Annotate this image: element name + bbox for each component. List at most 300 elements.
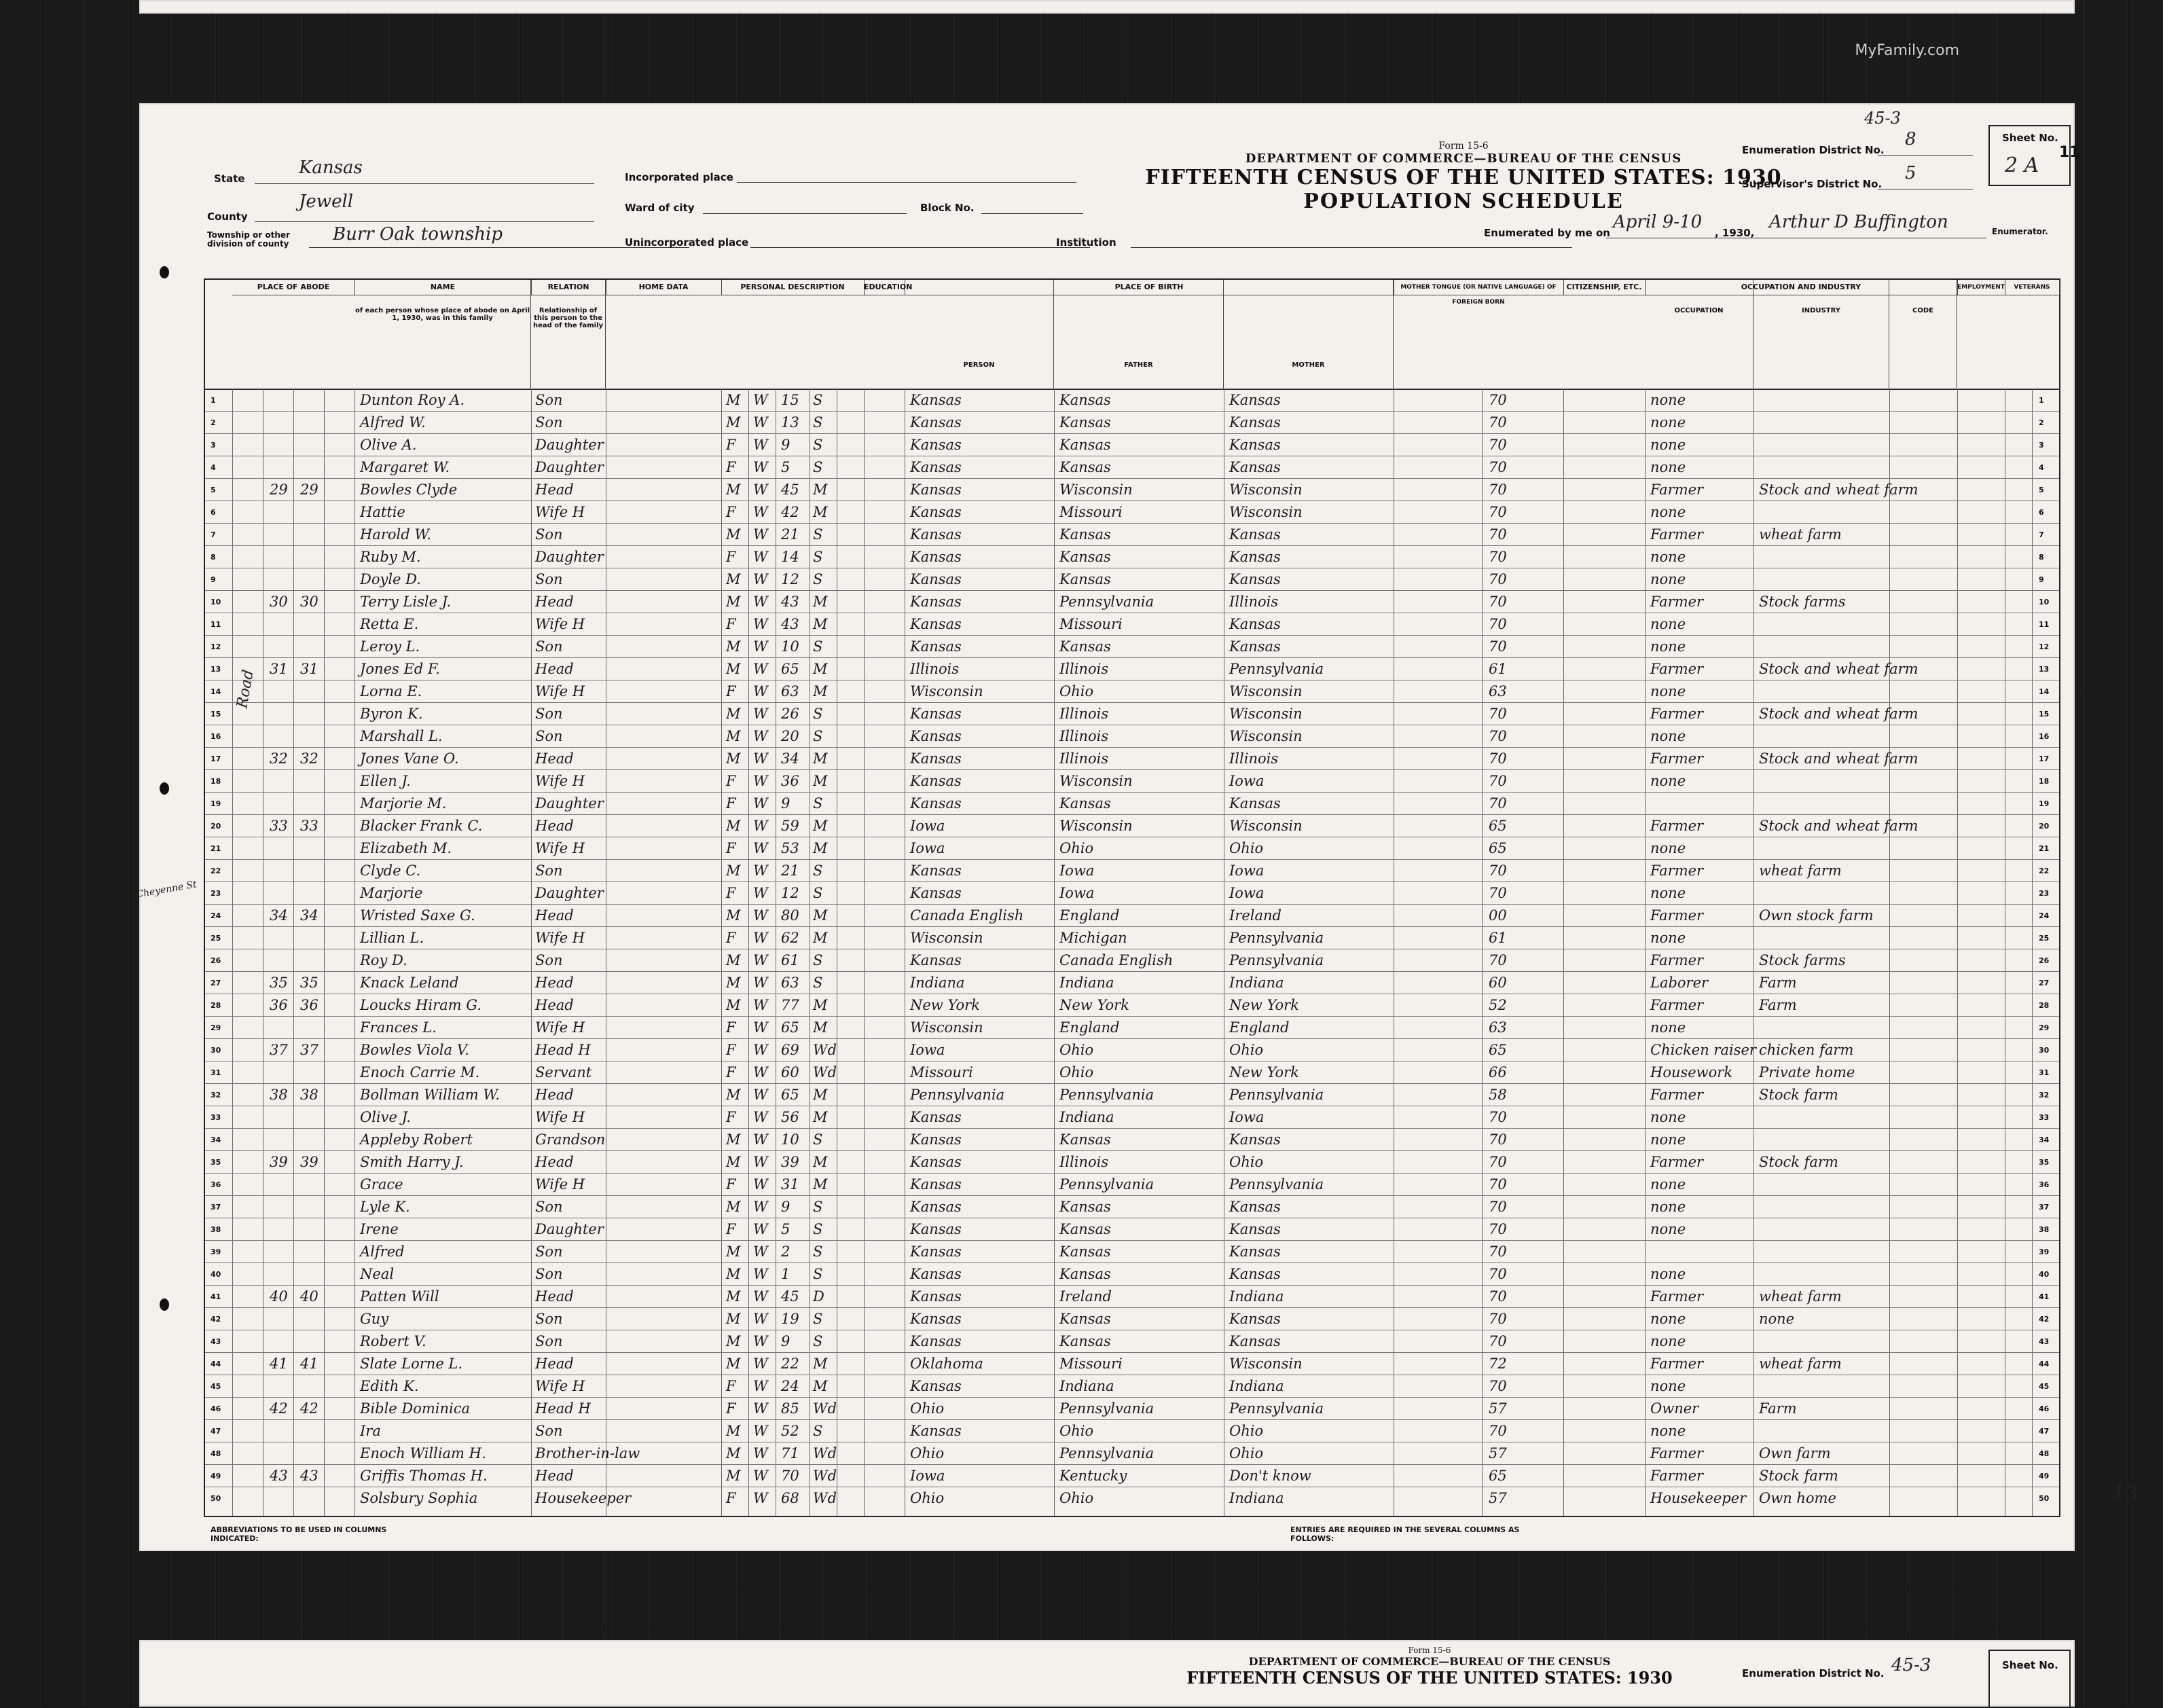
cell-industry: Own farm — [1759, 1445, 1831, 1461]
cell-sex: M — [726, 1154, 741, 1170]
cell-family — [300, 412, 324, 434]
cell-family: 43 — [300, 1468, 319, 1484]
cell-sex: F — [726, 549, 736, 565]
cell-code: 70 — [1489, 1266, 1507, 1282]
cell-family — [300, 1241, 324, 1263]
supervisor-district-label: Supervisor's District No. — [1742, 178, 1883, 190]
cell-line-right: 34 — [2039, 1135, 2050, 1144]
cell-father: Illinois — [1059, 661, 1109, 677]
cell-marital: M — [813, 1378, 828, 1394]
table-row — [205, 1195, 2059, 1218]
cell-line-right: 1 — [2039, 396, 2044, 405]
cell-race: W — [753, 437, 768, 453]
cell-occupation: none — [1650, 1378, 1686, 1394]
cell-occupation: Farmer — [1650, 997, 1704, 1013]
cell-line: 42 — [211, 1315, 221, 1324]
cell-name: Bowles Viola V. — [360, 1042, 469, 1058]
cell-dwelling: 35 — [270, 975, 288, 991]
table-row — [205, 613, 2059, 636]
cell-family — [300, 949, 324, 972]
cell-father: England — [1059, 1019, 1120, 1036]
cell-age: 63 — [781, 975, 799, 991]
cell-birth: Kansas — [910, 1378, 962, 1394]
cell-industry — [1759, 546, 1888, 568]
cell-marital: S — [813, 1131, 823, 1148]
cell-dwelling — [270, 725, 293, 748]
cell-birth: Kansas — [910, 1266, 962, 1282]
cell-industry — [1759, 927, 1888, 949]
cell-race: W — [753, 1087, 768, 1103]
cell-age: 15 — [781, 392, 799, 408]
cell-line: 31 — [211, 1068, 221, 1077]
cell-marital: M — [813, 481, 828, 498]
cell-name: Lorna E. — [360, 683, 422, 699]
cell-race: W — [753, 1221, 768, 1237]
cell-race: W — [753, 571, 768, 587]
cell-name: Marjorie — [360, 885, 423, 901]
cell-industry: Stock farm — [1759, 1154, 1838, 1170]
cell-mother: Iowa — [1229, 885, 1265, 901]
cell-relation: Daughter — [535, 1221, 604, 1237]
cell-line-right: 18 — [2039, 777, 2050, 786]
next-department: DEPARTMENT OF COMMERCE—BUREAU OF THE CENSUS — [1248, 1655, 1611, 1668]
cell-family: 37 — [300, 1042, 319, 1058]
table-row — [205, 1262, 2059, 1286]
cell-race: W — [753, 414, 768, 431]
cell-relation: Son — [535, 1266, 563, 1282]
table-row — [205, 1240, 2059, 1263]
cell-age: 9 — [781, 437, 790, 453]
cell-code: 70 — [1489, 1423, 1507, 1439]
cell-father: Pennsylvania — [1059, 1400, 1155, 1417]
cell-dwelling — [270, 1174, 293, 1196]
cell-occupation: Farmer — [1650, 952, 1704, 968]
cell-line: 8 — [211, 553, 216, 562]
group-personal-description: PERSONAL DESCRIPTION — [721, 280, 865, 295]
cell-line: 1 — [211, 396, 216, 405]
cell-race: W — [753, 594, 768, 610]
occupation-header: OCCUPATION — [1645, 280, 1753, 388]
cell-code: 65 — [1489, 840, 1507, 856]
form-heading — [1090, 141, 1837, 213]
industry-header: INDUSTRY — [1753, 280, 1889, 388]
table-row — [205, 501, 2059, 524]
cell-dwelling — [270, 1420, 293, 1442]
cell-line: 5 — [211, 486, 216, 494]
cell-age: 63 — [781, 683, 799, 699]
cell-father: Kansas — [1059, 526, 1111, 543]
census-title: FIFTEENTH CENSUS OF THE UNITED STATES: 1930 — [1145, 166, 1782, 189]
group-home-data: HOME DATA — [606, 280, 722, 295]
cell-family — [300, 1308, 324, 1330]
table-row — [205, 1375, 2059, 1398]
cell-marital: M — [813, 773, 828, 789]
cell-dwelling — [270, 613, 293, 636]
cell-line: 27 — [211, 979, 221, 987]
cell-family — [300, 1442, 324, 1465]
cell-name: Wristed Saxe G. — [360, 907, 475, 924]
cell-code: 65 — [1489, 1468, 1507, 1484]
cell-age: 61 — [781, 952, 799, 968]
cell-line-right: 40 — [2039, 1270, 2050, 1279]
instructions-footer — [204, 1521, 2058, 1548]
cell-mother: Kansas — [1229, 549, 1281, 565]
cell-name: Hattie — [360, 504, 405, 520]
sheet-label: Sheet No. — [2002, 132, 2058, 144]
cell-name: Leroy L. — [360, 638, 420, 655]
cell-occupation: none — [1650, 504, 1686, 520]
cell-age: 21 — [781, 862, 799, 879]
cell-line: 25 — [211, 934, 221, 943]
cell-mother: Ohio — [1229, 1154, 1264, 1170]
cell-line: 28 — [211, 1001, 221, 1010]
cell-sex: M — [726, 1199, 741, 1215]
cell-sex: M — [726, 862, 741, 879]
cell-sex: M — [726, 728, 741, 744]
cell-sex: F — [726, 1109, 736, 1125]
cell-industry — [1759, 412, 1888, 434]
cell-mother: Ireland — [1229, 907, 1282, 924]
cell-code: 70 — [1489, 1333, 1507, 1349]
cell-occupation: Farmer — [1650, 907, 1704, 924]
cell-name: Lillian L. — [360, 930, 424, 946]
cell-line: 34 — [211, 1135, 221, 1144]
cell-father: Kansas — [1059, 571, 1111, 587]
cell-dwelling — [270, 1442, 293, 1465]
cell-race: W — [753, 459, 768, 475]
cell-code: 70 — [1489, 1154, 1507, 1170]
cell-line-right: 39 — [2039, 1248, 2050, 1256]
cell-age: 9 — [781, 1333, 790, 1349]
cell-line: 39 — [211, 1248, 221, 1256]
cell-family: 42 — [300, 1400, 319, 1417]
cell-relation: Head — [535, 1356, 574, 1372]
cell-race: W — [753, 1109, 768, 1125]
cell-name: Jones Vane O. — [360, 750, 459, 767]
table-row — [205, 1128, 2059, 1151]
cell-line-right: 48 — [2039, 1449, 2050, 1458]
cell-code: 52 — [1489, 997, 1507, 1013]
cell-father: Missouri — [1059, 504, 1123, 520]
cell-relation: Head — [535, 481, 574, 498]
cell-birth: Kansas — [910, 1288, 962, 1305]
table-row — [205, 702, 2059, 725]
cell-mother: Wisconsin — [1229, 818, 1303, 834]
table-row — [205, 904, 2059, 927]
table-row — [205, 725, 2059, 748]
state-value: Kansas — [299, 158, 363, 178]
cell-sex: M — [726, 907, 741, 924]
cell-dwelling — [270, 568, 293, 591]
cell-line-right: 11 — [2039, 620, 2050, 629]
cell-dwelling: 36 — [270, 997, 288, 1013]
cell-dwelling: 40 — [270, 1288, 288, 1305]
cell-industry: Farm — [1759, 1400, 1797, 1417]
cell-marital: Wd — [813, 1400, 837, 1417]
cell-family — [300, 568, 324, 591]
cell-sex: M — [726, 1445, 741, 1461]
cell-dwelling — [270, 1106, 293, 1129]
cell-race: W — [753, 907, 768, 924]
cell-occupation: none — [1650, 728, 1686, 744]
cell-father: Iowa — [1059, 885, 1095, 901]
cell-line: 29 — [211, 1023, 221, 1032]
cell-race: W — [753, 1378, 768, 1394]
cell-industry — [1759, 1241, 1888, 1263]
cell-marital: D — [813, 1288, 824, 1305]
cell-industry: Stock farms — [1759, 594, 1846, 610]
cell-marital: S — [813, 1221, 823, 1237]
cell-father: Illinois — [1059, 750, 1109, 767]
county-underline — [255, 221, 594, 222]
cell-line: 7 — [211, 530, 216, 539]
cell-code: 70 — [1489, 1221, 1507, 1237]
cell-mother: New York — [1229, 1064, 1299, 1080]
ward-underline — [703, 213, 907, 214]
census-sheet — [135, 103, 2139, 1551]
cell-marital: Wd — [813, 1445, 837, 1461]
cell-mother: Kansas — [1229, 571, 1281, 587]
cell-name: Marjorie M. — [360, 795, 447, 812]
cell-line: 20 — [211, 822, 221, 831]
table-row — [205, 971, 2059, 994]
table-row — [205, 882, 2059, 905]
cell-family — [300, 725, 324, 748]
cell-relation: Son — [535, 1199, 563, 1215]
cell-mother: Pennsylvania — [1229, 1176, 1324, 1193]
cell-industry: Stock and wheat farm — [1759, 661, 1919, 677]
birth-father-header: FATHER — [1054, 280, 1224, 388]
cell-mother: Indiana — [1229, 975, 1284, 991]
cell-relation: Wife H — [535, 616, 585, 632]
cell-relation: Wife H — [535, 1176, 585, 1193]
cell-relation: Wife H — [535, 683, 585, 699]
cell-line: 13 — [211, 665, 221, 674]
cell-line-right: 23 — [2039, 889, 2050, 898]
cell-line: 38 — [211, 1225, 221, 1234]
cell-industry — [1759, 1106, 1888, 1129]
cell-code: 70 — [1489, 571, 1507, 587]
cell-relation: Head H — [535, 1400, 591, 1417]
group-education: EDUCATION — [864, 280, 905, 295]
cell-birth: Kansas — [910, 1131, 962, 1148]
cell-occupation: Owner — [1650, 1400, 1699, 1417]
cell-occupation: none — [1650, 885, 1686, 901]
cell-marital: M — [813, 616, 828, 632]
cell-sex: F — [726, 683, 736, 699]
next-ed-value: 45-3 — [1891, 1655, 1931, 1675]
cell-code: 70 — [1489, 504, 1507, 520]
cell-father: Illinois — [1059, 728, 1109, 744]
cell-code: 70 — [1489, 728, 1507, 744]
ward-label: Ward of city — [625, 202, 695, 214]
cell-age: 69 — [781, 1042, 799, 1058]
cell-father: Illinois — [1059, 1154, 1109, 1170]
cell-industry: Stock and wheat farm — [1759, 818, 1919, 834]
cell-occupation: Chicken raiser — [1650, 1042, 1756, 1058]
cell-name: Blacker Frank C. — [360, 818, 483, 834]
cell-marital: M — [813, 1356, 828, 1372]
cell-marital: S — [813, 862, 823, 879]
cell-relation: Brother-in-law — [535, 1445, 640, 1461]
cell-family — [300, 1017, 324, 1039]
cell-father: Kansas — [1059, 1311, 1111, 1327]
cell-relation: Son — [535, 706, 563, 722]
enumeration-district-label: Enumeration District No. — [1742, 144, 1885, 156]
cell-sex: M — [726, 526, 741, 543]
cell-line: 6 — [211, 508, 216, 517]
table-row — [205, 994, 2059, 1017]
cell-sex: F — [726, 616, 736, 632]
cell-race: W — [753, 930, 768, 946]
cell-race: W — [753, 706, 768, 722]
cell-race: W — [753, 1468, 768, 1484]
cell-occupation — [1650, 1241, 1752, 1263]
cell-line-right: 17 — [2039, 755, 2050, 763]
next-sheet-heading — [1124, 1646, 1735, 1688]
cell-marital: M — [813, 1154, 828, 1170]
cell-line: 50 — [211, 1494, 221, 1503]
county-label: County — [207, 211, 248, 223]
cell-age: 36 — [781, 773, 799, 789]
cell-relation: Son — [535, 526, 563, 543]
cell-father: Kansas — [1059, 459, 1111, 475]
cell-mother: Ohio — [1229, 1423, 1264, 1439]
cell-father: Kansas — [1059, 549, 1111, 565]
cell-birth: Kansas — [910, 1243, 962, 1260]
cell-family — [300, 546, 324, 568]
cell-occupation — [1650, 793, 1752, 815]
cell-code: 70 — [1489, 549, 1507, 565]
cell-name: Neal — [360, 1266, 395, 1282]
cell-dwelling — [270, 1375, 293, 1398]
cell-code: 70 — [1489, 1176, 1507, 1193]
cell-line: 26 — [211, 956, 221, 965]
next-sheet-box — [1988, 1650, 2071, 1708]
cell-birth: Kansas — [910, 728, 962, 744]
cell-line: 2 — [211, 418, 216, 427]
table-row — [205, 747, 2059, 770]
cell-sex: M — [726, 1266, 741, 1282]
cell-code: 70 — [1489, 1243, 1507, 1260]
table-row — [205, 837, 2059, 860]
cell-race: W — [753, 1064, 768, 1080]
birth-person-header: PERSON — [905, 280, 1054, 388]
cell-age: 77 — [781, 997, 799, 1013]
cell-code: 70 — [1489, 526, 1507, 543]
cell-race: W — [753, 1356, 768, 1372]
cell-occupation: none — [1650, 437, 1686, 453]
cell-name: Ruby M. — [360, 549, 421, 565]
cell-mother: Indiana — [1229, 1378, 1284, 1394]
table-row — [205, 1150, 2059, 1174]
table-row — [205, 792, 2059, 815]
cell-code: 65 — [1489, 1042, 1507, 1058]
cell-marital: S — [813, 1311, 823, 1327]
cell-father: Michigan — [1059, 930, 1127, 946]
cell-relation: Wife H — [535, 1019, 585, 1036]
cell-dwelling — [270, 546, 293, 568]
table-row — [205, 680, 2059, 703]
cell-line-right: 31 — [2039, 1068, 2050, 1077]
incorporated-label: Incorporated place — [625, 171, 733, 183]
cell-occupation: none — [1650, 930, 1686, 946]
cell-age: 42 — [781, 504, 799, 520]
cell-relation: Head — [535, 1468, 574, 1484]
cell-race: W — [753, 750, 768, 767]
cell-line: 44 — [211, 1360, 221, 1368]
table-row — [205, 1285, 2059, 1308]
cell-industry — [1759, 636, 1888, 658]
cell-birth: Illinois — [910, 661, 960, 677]
cell-family — [300, 793, 324, 815]
cell-line: 16 — [211, 732, 221, 741]
margin-road-note: Road — [234, 668, 257, 710]
cell-family — [300, 927, 324, 949]
cell-marital: S — [813, 952, 823, 968]
cell-marital: M — [813, 594, 828, 610]
punch-hole — [160, 782, 169, 795]
supervisor-district-value: 5 — [1905, 163, 1916, 183]
cell-family: 29 — [300, 481, 319, 498]
cell-relation: Son — [535, 638, 563, 655]
cell-line-right: 45 — [2039, 1382, 2050, 1391]
cell-birth: Kansas — [910, 885, 962, 901]
group-relation: RELATION — [531, 280, 606, 295]
cell-birth: Kansas — [910, 952, 962, 968]
cell-marital: S — [813, 728, 823, 744]
cell-marital: S — [813, 885, 823, 901]
cell-family — [300, 703, 324, 725]
cell-father: Kansas — [1059, 795, 1111, 812]
cell-birth: Kansas — [910, 571, 962, 587]
cell-birth: Kansas — [910, 1154, 962, 1170]
cell-birth: Kansas — [910, 862, 962, 879]
cell-occupation: none — [1650, 1131, 1686, 1148]
cell-dwelling — [270, 793, 293, 815]
cell-relation: Head — [535, 818, 574, 834]
cell-family — [300, 524, 324, 546]
cell-line: 11 — [211, 620, 221, 629]
cell-birth: Iowa — [910, 1468, 945, 1484]
cell-race: W — [753, 975, 768, 991]
cell-line-right: 46 — [2039, 1404, 2050, 1413]
cell-family: 39 — [300, 1154, 319, 1170]
cell-industry: wheat farm — [1759, 1288, 1842, 1305]
table-row — [205, 1106, 2059, 1129]
cell-relation: Son — [535, 1243, 563, 1260]
cell-industry — [1759, 389, 1888, 412]
cell-sex: F — [726, 459, 736, 475]
cell-relation: Daughter — [535, 549, 604, 565]
table-row — [205, 1397, 2059, 1420]
cell-relation: Daughter — [535, 885, 604, 901]
cell-birth: Ohio — [910, 1400, 945, 1417]
sheet-number-box — [1988, 125, 2071, 186]
cell-relation: Head — [535, 975, 574, 991]
cell-race: W — [753, 1019, 768, 1036]
cell-code: 63 — [1489, 683, 1507, 699]
cell-marital: Wd — [813, 1042, 837, 1058]
cell-dwelling: 34 — [270, 907, 288, 924]
cell-name: Elizabeth M. — [360, 840, 452, 856]
cell-mother: Iowa — [1229, 773, 1265, 789]
cell-race: W — [753, 1199, 768, 1215]
cell-mother: England — [1229, 1019, 1290, 1036]
cell-line: 19 — [211, 799, 221, 808]
cell-code: 70 — [1489, 594, 1507, 610]
cell-race: W — [753, 1154, 768, 1170]
